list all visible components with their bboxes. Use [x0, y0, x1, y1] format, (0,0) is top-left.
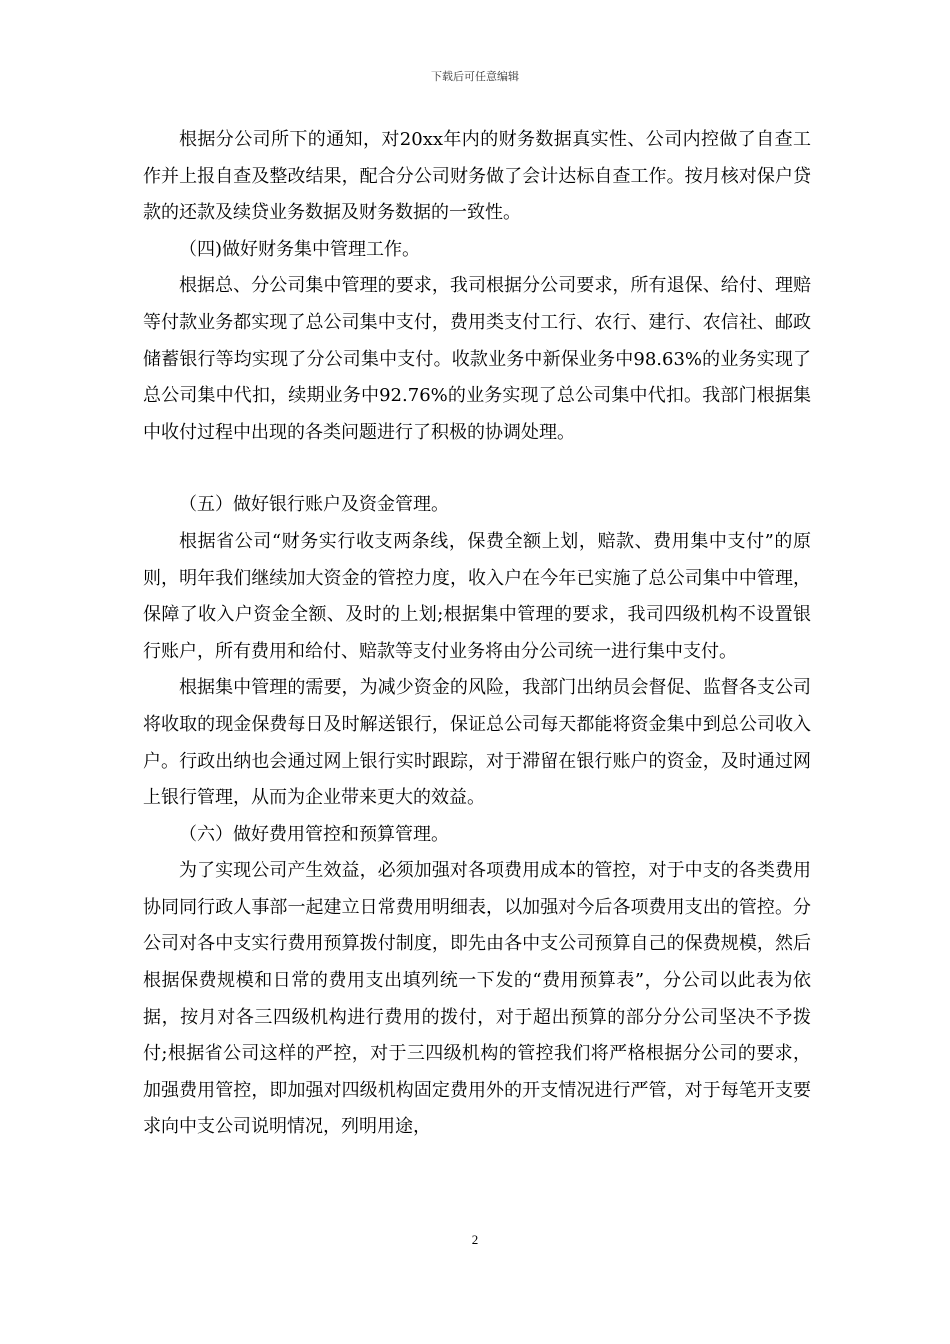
paragraph-bank-accounts: 根据省公司“财务实行收支两条线，保费全额上划，赔款、费用集中支付”的原则，明年我们继续加大资金的管控力度，收入户在今年已实施了总公司集中中管理，保障了收入户资金全额、及时的上划;根据集中管理的要求，我司四级机构不设置银行账户，所有费用和给付、赔款等支付业务将由分公司统一进行集中支付。 — [143, 530, 811, 662]
section-heading-6: （六）做好费用管控和预算管理。 — [179, 823, 449, 845]
paragraph-self-inspection: 根据分公司所下的通知，对20xx年内的财务数据真实性、公司内控做了自查工作并上报自查及整改结果，配合分公司财务做了会计达标自查工作。按月核对保户贷款的还款及续贷业务数据及财务数据的一致性。 — [143, 129, 811, 224]
section-heading-5: （五）做好银行账户及资金管理。 — [179, 494, 449, 516]
paragraph-fund-risk: 根据集中管理的需要，为减少资金的风险，我部门出纳员会督促、监督各支公司将收取的现金保费每日及时解送银行，保证总公司每天都能将资金集中到总公司收入户。行政出纳也会通过网上银行实时跟踪，对于滞留在银行账户的资金，及时通过网上银行管理，从而为企业带来更大的效益。 — [143, 677, 811, 809]
paragraph-gap — [143, 451, 811, 487]
paragraph-cost-control: 为了实现公司产生效益，必须加强对各项费用成本的管控，对于中支的各类费用协同同行政人事部一起建立日常费用明细表，以加强对今后各项费用支出的管控。分公司对各中支实行费用预算拨付制度，即先由各中支公司预算自己的保费规模，然后根据保费规模和日常的费用支出填列统一下发的“费用预算表”，分公司以此表为依据，按月对各三四级机构进行费用的拨付，对于超出预算的部分分公司坚决不予拨付;根据省公司这样的严控，对于三四级机构的管控我们将严格根据分公司的要求，加强费用管控，即加强对四级机构固定费用外的开支情况进行严管，对于每笔开支要求向中支公司说明情况，列明用途， — [143, 860, 811, 1138]
page-number: 2 — [471, 1232, 479, 1247]
page-header-note: 下载后可任意编辑 — [431, 70, 519, 83]
document-body — [143, 122, 811, 1146]
section-heading-4: （四)做好财务集中管理工作。 — [179, 238, 421, 260]
paragraph-centralized-management: 根据总、分公司集中管理的要求，我司根据分公司要求，所有退保、给付、理赔等付款业务都实现了总公司集中支付，费用类支付工行、农行、建行、农信社、邮政储蓄银行等均实现了分公司集中支付。收款业务中新保业务中98.63%的业务实现了总公司集中代扣，续期业务中92.76%的业务实现了总公司集中代扣。我部门根据集中收付过程中出现的各类问题进行了积极的协调处理。 — [143, 275, 811, 443]
